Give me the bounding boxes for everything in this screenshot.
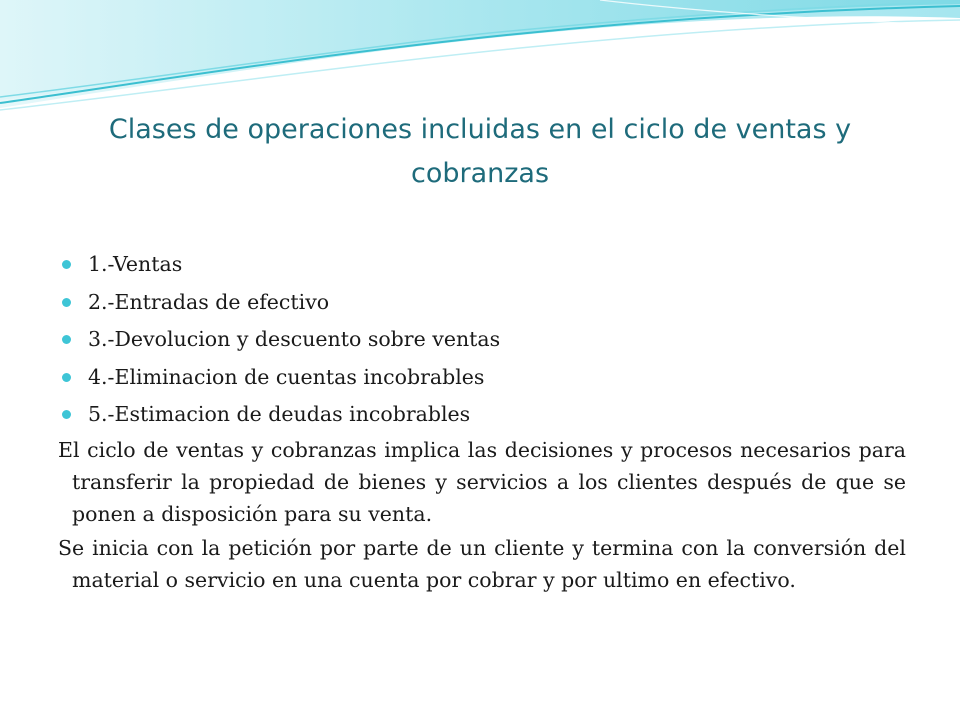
- list-item: [58, 284, 906, 322]
- paragraph-definition: El ciclo de ventas y cobranzas implica las decisiones y procesos necesarios para transferir la propiedad de bienes y servicios a los clientes después de que se ponen a disposición para su venta.: [58, 437, 906, 526]
- bullet-dot-icon: [62, 260, 71, 269]
- list-item-text: 5.-Estimacion de deudas incobrables: [88, 402, 471, 426]
- paragraph-process: Se inicia con la petición por parte de un cliente y termina con la conversión del material o servicio en una cuenta por cobrar y por ultimo en efectivo.: [58, 535, 906, 592]
- list-item: [58, 321, 906, 359]
- list-item-text: 1.-Ventas: [88, 252, 183, 276]
- bullet-dot-icon: [62, 410, 71, 419]
- list-item-text: 3.-Devolucion y descuento sobre ventas: [88, 327, 501, 351]
- bullet-dot-icon: [62, 335, 71, 344]
- bullet-dot-icon: [62, 298, 71, 307]
- list-item: [58, 396, 906, 434]
- list-item-text: 4.-Eliminacion de cuentas incobrables: [88, 364, 485, 389]
- slide-title: Clases de operaciones incluidas en el ciclo de ventas y cobranzas: [108, 114, 852, 189]
- list-item: [58, 246, 906, 284]
- list-item-text: 2.-Entradas de efectivo: [88, 289, 330, 314]
- list-item: [58, 359, 906, 397]
- header-wave-decoration: [0, 0, 960, 120]
- bullet-dot-icon: [62, 373, 71, 382]
- bullet-list: [58, 246, 906, 434]
- slide-body: [58, 246, 906, 596]
